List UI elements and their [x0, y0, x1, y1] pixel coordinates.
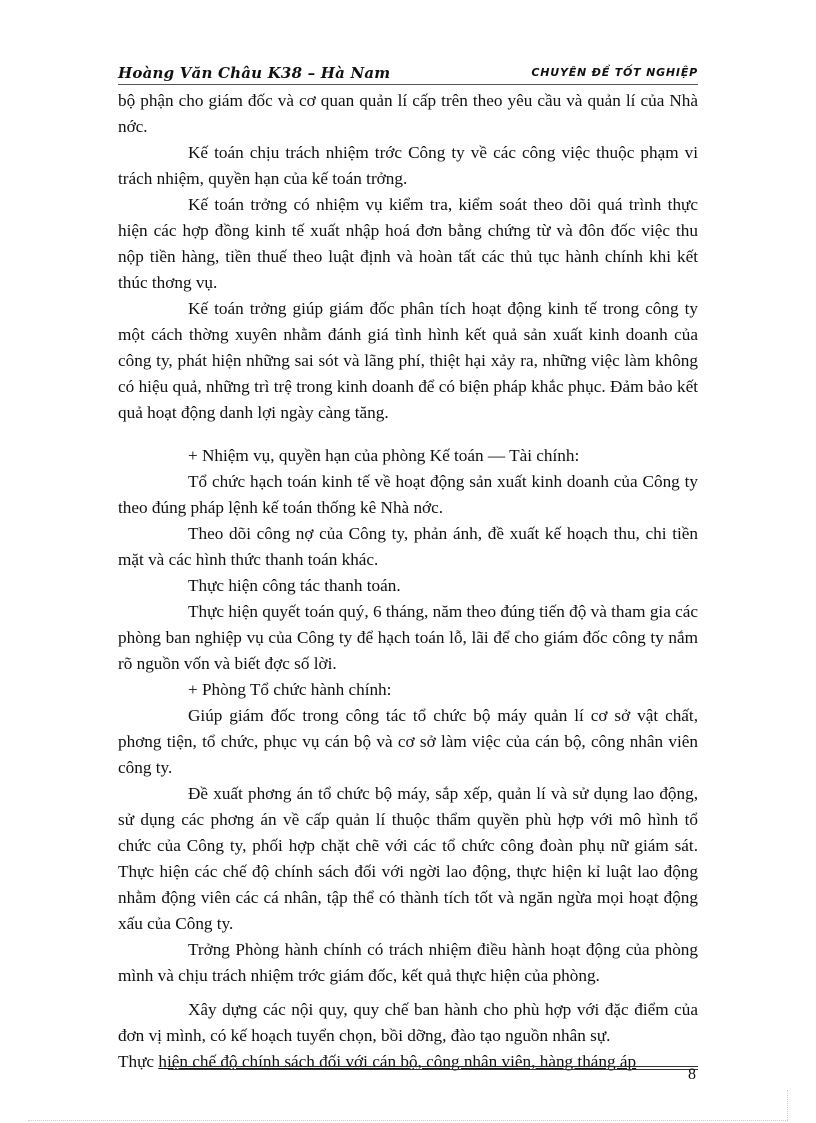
- paragraph: Kế toán trởng có nhiệm vụ kiểm tra, kiểm soát theo dõi quá trình thực hiện các hợp đồng kinh tế xuất nhập hoá đơn bằng chứng từ và đôn đốc việc thu nộp tiền hàng, tiền thuế theo luật định và hoàn tất các thủ tục hành chính khi kết thúc thơng vụ.: [118, 195, 698, 292]
- paragraph: Thực hiện công tác thanh toán.: [188, 576, 401, 595]
- footer-divider: [168, 1066, 698, 1067]
- header-divider: [118, 84, 698, 85]
- paragraph: Thực hiện quyết toán quý, 6 tháng, năm theo đúng tiến độ và tham gia các phòng ban nghiệp vụ của Công ty để hạch toán lỗ, lãi để cho giám đốc công ty nắm rõ nguồn vốn và biết đợc số lời.: [118, 602, 699, 673]
- page-number: 8: [688, 1066, 696, 1083]
- header-title: CHUYÊN ĐỀ TỐT NGHIỆP: [531, 66, 698, 79]
- last-line: [118, 1049, 698, 1075]
- paragraph: bộ phận cho giám đốc và cơ quan quản lí cấp trên theo yêu cầu và quản lí của Nhà nớc.: [118, 91, 698, 136]
- paragraph: Kế toán trởng giúp giám đốc phân tích hoạt động kinh tế trong công ty một cách thờng xuyên nhằm đánh giá tình hình kết quả sản xuất kinh doanh của công ty, phát hiện những sai sót và lãng phí, thiệt hại xảy ra, những việc làm không có hiệu quả, những trì trệ trong kinh doanh để có biện pháp khắc phục. Đảm bảo kết quả hoạt động danh lợi ngày càng tăng.: [118, 299, 698, 422]
- header-author: Hoàng Văn Châu K38 – Hà Nam: [118, 64, 391, 82]
- page-border: [28, 1120, 788, 1121]
- footer-divider: [168, 1069, 698, 1070]
- section-heading: + Nhiệm vụ, quyền hạn của phòng Kế toán — Tài chính:: [188, 446, 580, 465]
- paragraph: Xây dựng các nội quy, quy chế ban hành cho phù hợp với đặc điểm của đơn vị mình, có kế hoạch tuyển chọn, bồi dỡng, đào tạo nguồn nhân sự.: [118, 1000, 698, 1045]
- paragraph: Giúp giám đốc trong công tác tổ chức bộ máy quản lí cơ sở vật chất, phơng tiện, tổ chức, phục vụ cán bộ và cơ sở làm việc của cán bộ, công nhân viên công ty.: [118, 706, 698, 777]
- paragraph: Theo dõi công nợ của Công ty, phản ánh, đề xuất kế hoạch thu, chi tiền mặt và các hình thức thanh toán khác.: [118, 524, 698, 569]
- page-body: [118, 88, 698, 1075]
- paragraph: Kế toán chịu trách nhiệm trớc Công ty về các công việc thuộc phạm vi trách nhiệm, quyền hạn của kế toán trởng.: [118, 143, 698, 188]
- page-border-side: [787, 1090, 788, 1120]
- last-line-underlined: hiện chế độ chính sách đối với cán bộ, công nhân viên, hàng tháng áp: [158, 1052, 637, 1071]
- section-heading: + Phòng Tổ chức hành chính:: [188, 680, 392, 699]
- paragraph: Đề xuất phơng án tổ chức bộ máy, sắp xếp, quản lí và sử dụng lao động, sử dụng các phơng án về cấp quản lí thuộc thẩm quyền phù hợp với mô hình tổ chức của Công ty, phối hợp chặt chẽ với các tổ chức công đoàn phụ nữ giám sát. Thực hiện các chế độ chính sách đối với ngời lao động, thực hiện kỉ luật lao động nhằm động viên các cá nhân, tập thể có thành tích tốt và ngăn ngừa mọi hoạt động xấu của Công ty.: [118, 784, 698, 933]
- last-line-prefix: Thực: [118, 1052, 155, 1071]
- paragraph: Trởng Phòng hành chính có trách nhiệm điều hành hoạt động của phòng mình và chịu trách nhiệm trớc giám đốc, kết quả thực hiện của phòng.: [118, 940, 698, 985]
- paragraph: Tổ chức hạch toán kinh tế về hoạt động sản xuất kinh doanh của Công ty theo đúng pháp lệnh kế toán thống kê Nhà nớc.: [118, 472, 698, 517]
